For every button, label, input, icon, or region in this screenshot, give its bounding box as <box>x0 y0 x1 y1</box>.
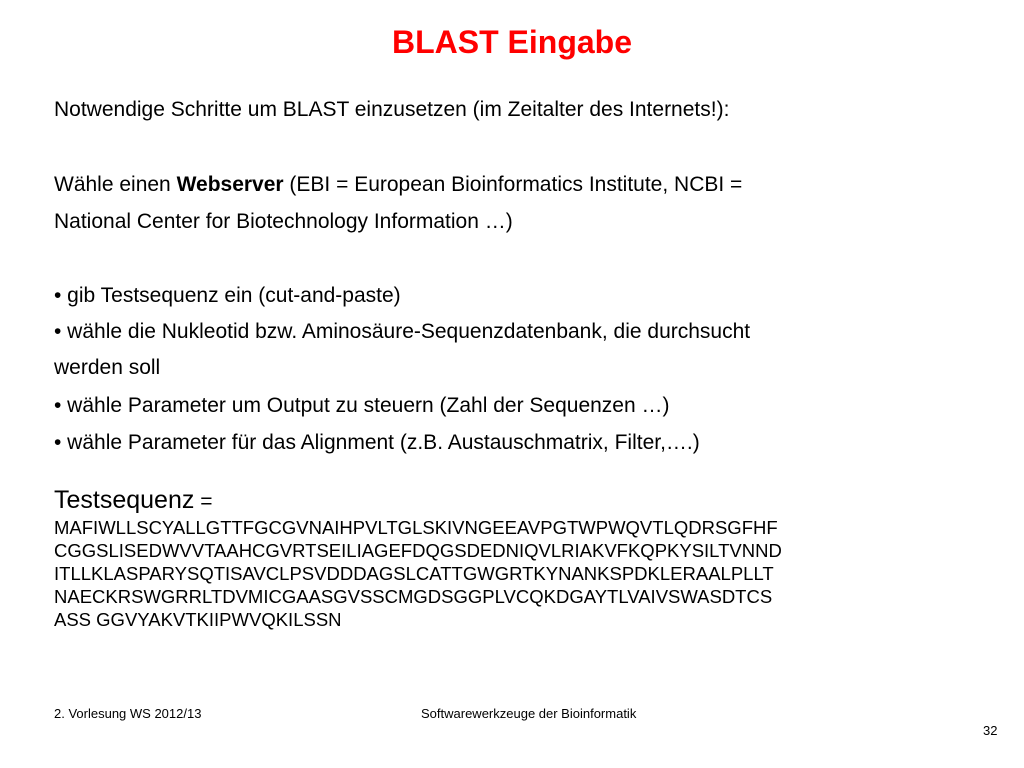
bullet-item: • wähle die Nukleotid bzw. Aminosäure-Sequenzdatenbank, die durchsucht <box>54 320 751 343</box>
sequence-label-text: Testsequenz <box>54 486 195 514</box>
webserver-prefix: Wähle einen <box>54 173 177 196</box>
intro-text: Notwendige Schritte um BLAST einzusetzen (im Zeitalter des Internets!): <box>54 98 730 121</box>
footer-lecture: 2. Vorlesung WS 2012/13 <box>54 706 202 721</box>
webserver-bold: Webserver <box>176 173 284 196</box>
sequence-line: NAECKRSWGRRLTDVMICGAASGVSSCMGDSGGPLVCQKDGAYTLVAIVSWASDTCS <box>54 586 773 607</box>
bullet-item: • gib Testsequenz ein (cut-and-paste) <box>54 284 401 307</box>
sequence-label-eq: = <box>194 490 213 513</box>
slide-title: BLAST Eingabe <box>391 24 632 60</box>
sequence-line: ASS GGVYAKVTKIIPWVQKILSSN <box>54 609 342 630</box>
webserver-line-1 <box>54 166 742 203</box>
test-sequence <box>54 516 782 631</box>
webserver-line-2: National Center for Biotechnology Information …) <box>54 210 513 233</box>
sequence-line: ITLLKLASPARYSQTISAVCLPSVDDDAGSLCATTGWGRTKYNANKSPDKLERAALPLLT <box>54 563 774 584</box>
page-number: 32 <box>983 723 998 738</box>
footer-course: Softwarewerkzeuge der Bioinformatik <box>421 706 637 721</box>
sequence-line: MAFIWLLSCYALLGTTFGCGVNAIHPVLTGLSKIVNGEEAVPGTWPWQVTLQDRSGFHF <box>54 517 778 538</box>
bullet-item: • wähle Parameter um Output zu steuern (Zahl der Sequenzen …) <box>54 394 670 417</box>
bullet-item: • wähle Parameter für das Alignment (z.B. Austauschmatrix, Filter,….) <box>54 431 700 454</box>
bullet-item-continuation: werden soll <box>54 356 161 379</box>
webserver-suffix: (EBI = European Bioinformatics Institute, NCBI = <box>283 173 743 196</box>
sequence-line: CGGSLISEDWVVTAAHCGVRTSEILIAGEFDQGSDEDNIQVLRIAKVFKQPKYSILTVNND <box>54 540 782 561</box>
sequence-label <box>54 484 212 518</box>
